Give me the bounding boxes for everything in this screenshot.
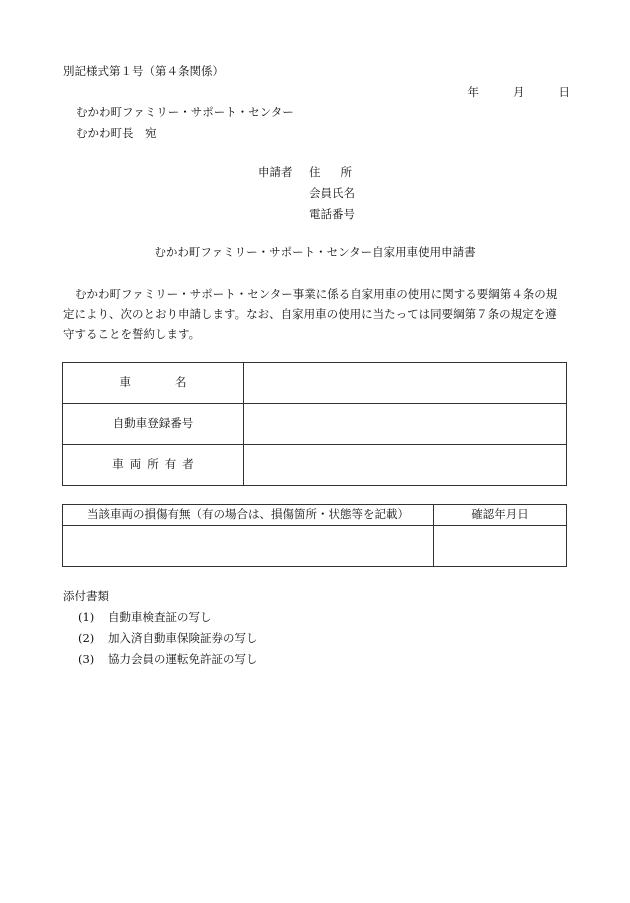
applicant-member-name-label: 会員氏名: [309, 186, 355, 200]
applicant-phone-label: 電話番号: [309, 207, 355, 221]
date-line: [468, 87, 571, 99]
vehicle-name-value[interactable]: [244, 363, 567, 404]
table-row: [63, 445, 567, 486]
list-item-number: (3): [78, 652, 95, 666]
confirmation-date-cell[interactable]: [434, 526, 567, 567]
date-day: 日: [558, 85, 570, 99]
damage-header: 当該車両の損傷有無（有の場合は、損傷箇所・状態等を記載）: [63, 505, 434, 526]
list-item: [78, 633, 258, 645]
registration-number-value[interactable]: [244, 404, 567, 445]
vehicle-name-label: 車名: [63, 363, 244, 404]
registration-number-label: 自動車登録番号: [63, 404, 244, 445]
addressee-mayor: むかわ町長 宛: [76, 126, 157, 140]
form-number: 別記様式第１号（第４条関係）: [63, 64, 224, 78]
confirmation-date-header: 確認年月日: [434, 505, 567, 526]
vehicle-owner-label: 車両所有者: [63, 445, 244, 486]
list-item-text: 自動車検査証の写し: [108, 610, 212, 624]
addressee-center: むかわ町ファミリー・サポート・センター: [76, 105, 294, 119]
list-item-number: (1): [78, 610, 95, 624]
vehicle-info-table: [62, 362, 567, 486]
body-paragraph: むかわ町ファミリー・サポート・センター事業に係る自家用車の使用に関する要綱第４条の規定により、次のとおり申請します。なお、自家用車の使用に当たっては同要綱第７条の規定を遵守することを誓約します。: [63, 287, 558, 341]
applicant-label: 申請者: [258, 165, 293, 179]
date-month: 月: [513, 85, 525, 99]
attachments-title: 添付書類: [63, 589, 109, 603]
list-item-text: 加入済自動車保険証券の写し: [108, 631, 258, 645]
list-item: [78, 654, 258, 666]
table-row: [63, 526, 567, 567]
list-item-number: (2): [78, 631, 95, 645]
list-item-text: 協力会員の運転免許証の写し: [108, 652, 258, 666]
damage-details-cell[interactable]: [63, 526, 434, 567]
table-row: [63, 404, 567, 445]
list-item: [78, 612, 212, 624]
table-row: [63, 363, 567, 404]
table-header-row: [63, 505, 567, 526]
date-year: 年: [467, 85, 479, 99]
damage-table: [62, 504, 567, 567]
document-title: むかわ町ファミリー・サポート・センター自家用車使用申請書: [154, 245, 476, 259]
vehicle-owner-value[interactable]: [244, 445, 567, 486]
applicant-address-label: 住所: [309, 165, 372, 179]
